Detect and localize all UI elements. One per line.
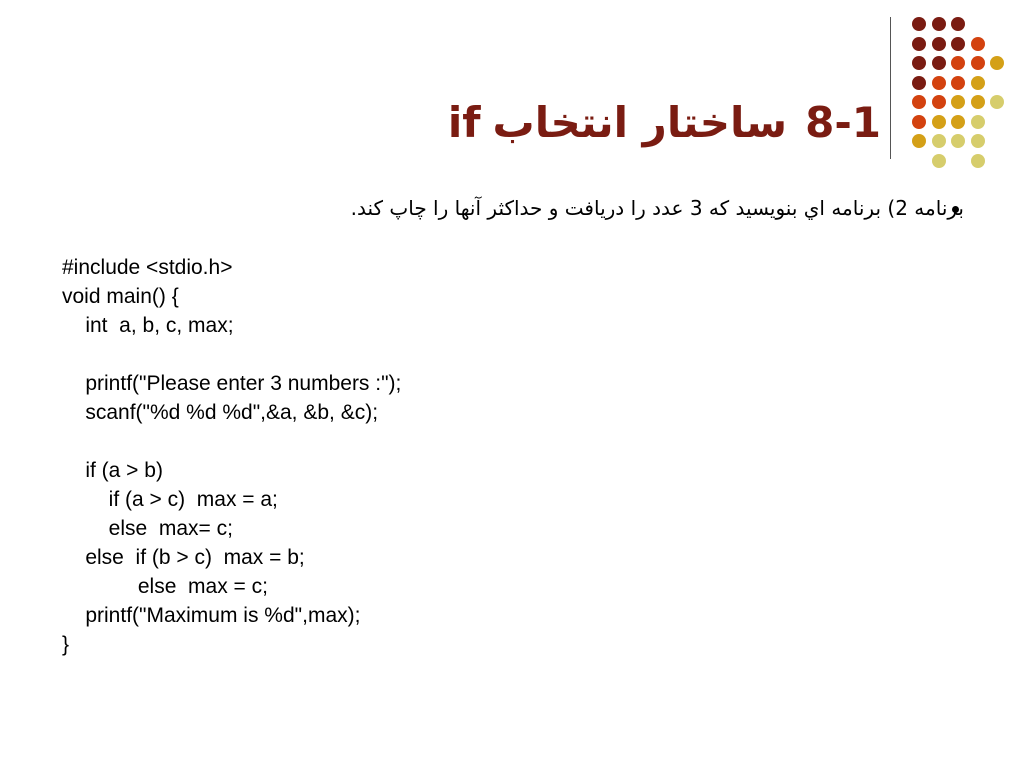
bullet-text: برنامه 2) برنامه اي بنويسيد كه 3 عدد را دريافت و حداكثر آنها را چاپ كند.: [350, 196, 964, 220]
decorative-dot: [951, 134, 965, 148]
decorative-dot: [932, 56, 946, 70]
decorative-dot: [990, 56, 1004, 70]
decorative-dot: [971, 134, 985, 148]
decorative-dot: [932, 37, 946, 51]
code-line: scanf("%d %d %d",&a, &b, &c);: [62, 401, 379, 424]
decorative-dot: [932, 95, 946, 109]
title-divider: [890, 17, 891, 159]
decorative-dot: [932, 17, 946, 31]
decorative-dot: [971, 95, 985, 109]
decorative-dot: [912, 95, 926, 109]
decorative-dot: [951, 115, 965, 129]
code-line: [62, 340, 401, 369]
code-line: printf("Please enter 3 numbers :");: [62, 372, 402, 395]
code-line: else max= c;: [62, 517, 233, 540]
code-line: void main() {: [62, 285, 179, 308]
decorative-dot: [951, 76, 965, 90]
decorative-dot: [912, 115, 926, 129]
title-number: 8-1: [805, 98, 881, 147]
title-arabic: ساختار انتخاب: [492, 98, 788, 147]
decorative-dot: [912, 76, 926, 90]
slide-title: [448, 88, 881, 158]
decorative-dot: [971, 37, 985, 51]
decorative-dot: [951, 37, 965, 51]
decorative-dot: [912, 37, 926, 51]
code-block: [62, 253, 401, 659]
code-line: #include <stdio.h>: [62, 256, 233, 279]
decorative-dot: [971, 56, 985, 70]
code-line: printf("Maximum is %d",max);: [62, 604, 361, 627]
code-line: if (a > b): [62, 459, 163, 482]
decorative-dot: [951, 95, 965, 109]
decorative-dot: [912, 134, 926, 148]
code-line: int a, b, c, max;: [62, 314, 234, 337]
code-line: }: [62, 633, 70, 656]
decorative-dot: [971, 154, 985, 168]
decorative-dot: [912, 56, 926, 70]
decorative-dot: [971, 76, 985, 90]
code-line: if (a > c) max = a;: [62, 488, 278, 511]
title-keyword: if: [447, 98, 481, 147]
code-line: else if (b > c) max = b;: [62, 546, 305, 569]
decorative-dot: [932, 115, 946, 129]
decorative-dot: [971, 115, 985, 129]
decorative-dot: [932, 134, 946, 148]
code-line: else max = c;: [62, 575, 268, 598]
decorative-dot: [932, 76, 946, 90]
decorative-dot: [990, 95, 1004, 109]
decorative-dot: [951, 56, 965, 70]
code-line: [62, 427, 401, 456]
decorative-dot: [932, 154, 946, 168]
decorative-dot: [912, 17, 926, 31]
decorative-dot: [951, 17, 965, 31]
